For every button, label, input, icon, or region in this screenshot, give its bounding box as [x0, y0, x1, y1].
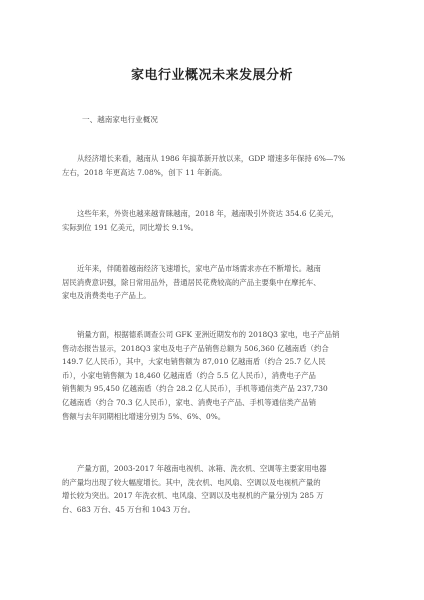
- paragraph-line: 居民消费意识强，除日常用品外，普通居民花费较高的产品主要集中在摩托车、: [62, 277, 321, 287]
- paragraph-line: 台、683 万台、45 万台和 1043 万台。: [62, 504, 196, 514]
- paragraph-gdp: [62, 152, 362, 179]
- paragraph-line: 149.7 亿人民币），其中，大家电销售额为 87,010 亿越南盾（约合 25.7 亿人民: [62, 357, 326, 367]
- paragraph-line: 亿越南盾（约合 70.3 亿人民币），家电、消费电子产品、手机等通信类产品销: [62, 397, 316, 407]
- paragraph-line: 售额与去年同期相比增速分别为 5%、6%、0%。: [62, 411, 226, 421]
- paragraph-line: 增长较为突出。2017 年洗衣机、电风扇、空调以及电视机的产量分别为 285 万: [62, 491, 324, 501]
- paragraph-line: 从经济增长来看，越南从 1986 年搞革新开放以来，GDP 增速多年保持 6%—7%: [77, 154, 346, 163]
- paragraph-line: 产量方面，2003-2017 年越南电视机、冰箱、洗衣机、空调等主要家用电器: [77, 464, 327, 473]
- paragraph-market-demand: [62, 262, 362, 303]
- paragraph-line: 这些年来，外资也越来越青睐越南，2018 年，越南吸引外资达 354.6 亿美元，: [77, 209, 339, 218]
- paragraph-foreign-investment: [62, 207, 362, 234]
- paragraph-line: 销量方面，根据德系调查公司 GFK 亚洲近期发布的 2018Q3 家电，电子产品销: [77, 330, 340, 339]
- paragraph-line: 的产量均出现了较大幅度增长。其中，洗衣机、电风扇、空调以及电视机产量的: [62, 477, 321, 487]
- paragraph-production: [62, 462, 362, 516]
- section-heading: 一、越南家电行业概况: [82, 115, 158, 124]
- paragraph-sales: [62, 328, 362, 423]
- paragraph-line: 售动态报告显示，2018Q3 家电及电子产品销售总额为 506,360 亿越南盾（约合: [62, 343, 329, 353]
- paragraph-line: 左右，2018 年更高达 7.08%，创下 11 年新高。: [62, 167, 227, 177]
- document-title: 家电行业概况未来发展分析: [130, 68, 293, 83]
- paragraph-line: 币），小家电销售额为 18,460 亿越南盾（约合 5.5 亿人民币），消费电子产品: [62, 370, 316, 380]
- paragraph-line: 家电及消费类电子产品上。: [62, 291, 151, 301]
- paragraph-line: 近年来，伴随着越南经济飞速增长，家电产品市场需求亦在不断增长。越南: [77, 264, 321, 273]
- paragraph-line: 实际到位 191 亿美元，同比增长 9.1%。: [62, 222, 199, 232]
- paragraph-line: 销售额为 95,450 亿越南盾（约合 28.2 亿人民币），手机等通信类产品 237,730: [62, 384, 328, 394]
